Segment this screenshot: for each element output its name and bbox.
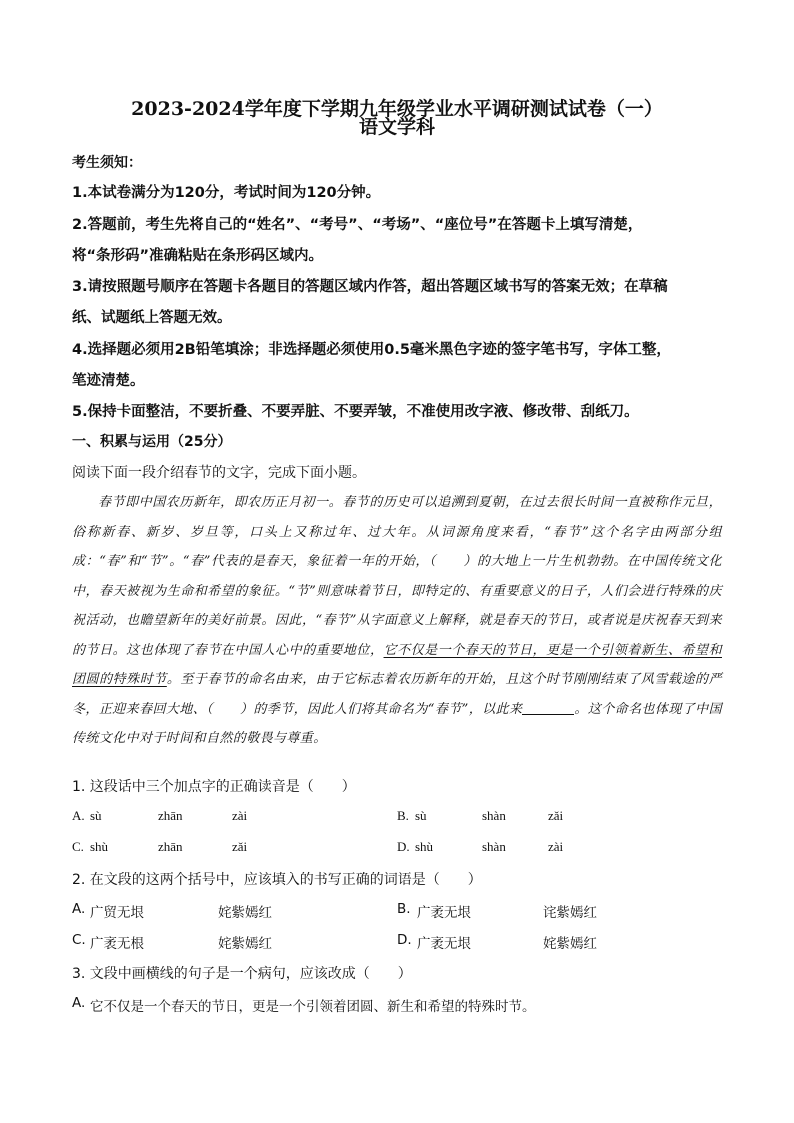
notice-item: 将“条形码”准确粘贴在条形码区域内。 — [72, 248, 324, 264]
q2-option-a-value: 姹紫嫣红 — [218, 905, 272, 921]
notice-item: 5.保持卡面整洁，不要折叠、不要弄脏、不要弄皱，不准使用改字液、修改带、刮纸刀。 — [72, 404, 639, 420]
q1-option-b-value: shàn — [482, 808, 506, 823]
q1-option-c-label: C. — [72, 839, 84, 854]
q1-option-c-value: zǎi — [232, 839, 248, 854]
q2-option-b-value: 诧紫嫣红 — [543, 905, 597, 921]
q1-option-a-value: zài — [232, 808, 248, 823]
q1-option-b-value: sù — [415, 808, 427, 823]
reading-instruction: 阅读下面一段介绍春节的文字，完成下面小题。 — [72, 465, 366, 481]
q2-option-d-value: 姹紫嫣红 — [543, 936, 597, 952]
q2-option-b-value: 广袤无垠 — [417, 905, 471, 921]
q2-option-a-value: 广贸无垠 — [90, 905, 144, 921]
q2-option-c-value: 广袤无根 — [90, 936, 144, 952]
section-heading: 一、积累与运用（25分） — [72, 434, 232, 450]
q1-option-d-value: shàn — [482, 839, 506, 854]
q2-option-d-value: 广袤无垠 — [417, 936, 471, 952]
passage-text: 。这个命名也体现了中国传统文化中对于时间和自然的敬畏与尊重。 — [72, 701, 722, 746]
underlined-sentence: 它不仅是一个春天的节日，更是一个引领着新生、希望和团圆的特殊时节 — [72, 642, 722, 687]
q2-option-c-value: 姹紫嫣红 — [218, 936, 272, 952]
question-1-stem: 1. 这段话中三个加点字的正确读音是（ ） — [72, 779, 356, 795]
reading-passage — [72, 488, 722, 754]
q1-option-b-label: B. — [397, 808, 409, 823]
notice-item: 笔迹清楚。 — [72, 373, 145, 389]
fill-blank — [522, 700, 574, 715]
q1-option-b-value: zǎi — [548, 808, 564, 823]
question-3-stem: 3. 文段中画横线的句子是一个病句，应该改成（ ） — [72, 966, 412, 982]
passage-text: 春节即中国农历新年，即农历正月初一。春节的历史可以追溯到夏朝，在过去很长时间一直被称作元旦，俗称新春、新岁、岁旦等，口头上又称过年、过大年。从词源角度来看，“春节”这个名字由两部分组成：“春”和“节”。“春”代表的是春天，象征着一年的开始，（ ）的大地上一片生机勃勃。在中国传统文化中，春天被视为生命和希望的象征。“节”则意味着节日，即特定的、有重要意义的日子，人们会进行特殊的庆祝活动，也瞻望新年的美好前景。因此，“春节”从字面意义上解释，就是春天的节日，或者说是庆祝春天到来的节日。这也体现了春节在中国人心中的重要地位， — [72, 495, 722, 658]
notice-item: 纸、试题纸上答题无效。 — [72, 310, 232, 326]
q3-option-a-text: 它不仅是一个春天的节日，更是一个引领着团圆、新生和希望的特殊时节。 — [90, 999, 536, 1015]
q1-option-d-label: D. — [397, 839, 410, 854]
q1-option-a-value: sù — [90, 808, 102, 823]
q3-option-a-label: A. — [72, 995, 86, 1011]
q1-option-a-value: zhān — [158, 808, 183, 823]
notice-item: 2.答题前，考生先将自己的“姓名”、“考号”、“考场”、“座位号”在答题卡上填写清楚， — [72, 217, 643, 233]
notice-item: 3.请按照题号顺序在答题卡各题目的答题区域内作答，超出答题区域书写的答案无效；在草稿 — [72, 279, 668, 295]
notice-item: 4.选择题必须用2B铅笔填涂；非选择题必须使用0.5毫米黑色字迹的签字笔书写，字体工整， — [72, 342, 671, 358]
exam-title: 2023-2024学年度下学期九年级学业水平调研测试试卷（一） — [131, 98, 663, 120]
notice-item: 1.本试卷满分为120分，考试时间为120分钟。 — [72, 185, 381, 201]
q2-option-c-label: C. — [72, 932, 86, 948]
subject-title: 语文学科 — [358, 116, 435, 138]
q1-option-c-value: shù — [90, 839, 109, 854]
q1-option-d-value: zài — [548, 839, 564, 854]
question-2-stem: 2. 在文段的这两个括号中，应该填入的书写正确的词语是（ ） — [72, 872, 482, 888]
q1-option-d-value: shù — [415, 839, 434, 854]
q2-option-a-label: A. — [72, 901, 86, 917]
q2-option-b-label: B. — [397, 901, 411, 917]
q1-option-a-label: A. — [72, 808, 85, 823]
notice-heading: 考生须知： — [72, 155, 142, 171]
q1-option-c-value: zhān — [158, 839, 183, 854]
q2-option-d-label: D. — [397, 932, 412, 948]
passage-text: 。至于春节的命名由来，由于它标志着农历新年的开始，且这个时节刚刚结束了风雪载途的严冬，正迎来春回大地、（ ）的季节，因此人们将其命名为“春节”，以此来 — [72, 672, 722, 717]
